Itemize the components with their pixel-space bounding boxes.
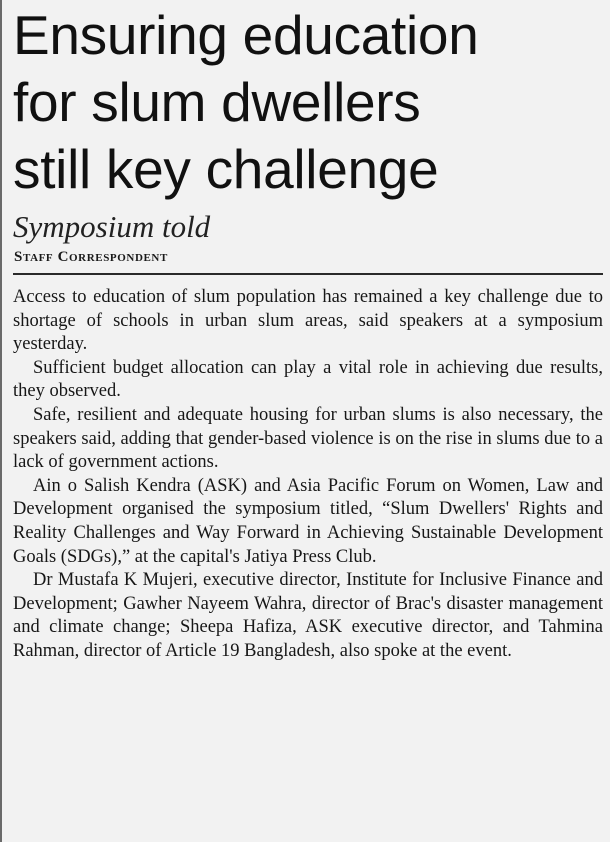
- paragraph: Safe, resilient and adequate housing for urban slums is also necessary, the speakers said, adding that gender-based violence is on the rise in slums due to a lack of government actions.: [13, 404, 603, 473]
- byline-divider: [13, 273, 603, 275]
- kicker: Symposium told: [13, 209, 211, 244]
- paragraph: Sufficient budget allocation can play a vital role in achieving due results, they observed.: [13, 357, 603, 402]
- headline: [13, 0, 603, 203]
- byline: Staff Correspondent: [14, 249, 168, 265]
- headline-line: for slum dwellers: [13, 71, 421, 133]
- headline-line: Ensuring education: [13, 4, 479, 66]
- headline-line: still key challenge: [13, 138, 439, 200]
- column-rule: [0, 0, 2, 842]
- paragraph: Access to education of slum population has remained a key challenge due to shortage of schools in urban slum areas, said speakers at a symposium yesterday.: [13, 287, 603, 355]
- article: [13, 0, 603, 664]
- article-body: [13, 286, 603, 664]
- paragraph: Dr Mustafa K Mujeri, executive director, Institute for Inclusive Finance and Development; Gawher Nayeem Wahra, director of Brac's disaster management and climate change; Sheepa Hafiza, ASK executive director, and Tahmina Rahman, director of Article 19 Bangladesh, also spoke at the event.: [13, 570, 603, 661]
- paragraph: Ain o Salish Kendra (ASK) and Asia Pacific Forum on Women, Law and Development organised the symposium titled, “Slum Dwellers' Rights and Reality Challenges and Way Forward in Achieving Sustainable Development Goals (SDGs),” at the capital's Jatiya Press Club.: [13, 475, 603, 567]
